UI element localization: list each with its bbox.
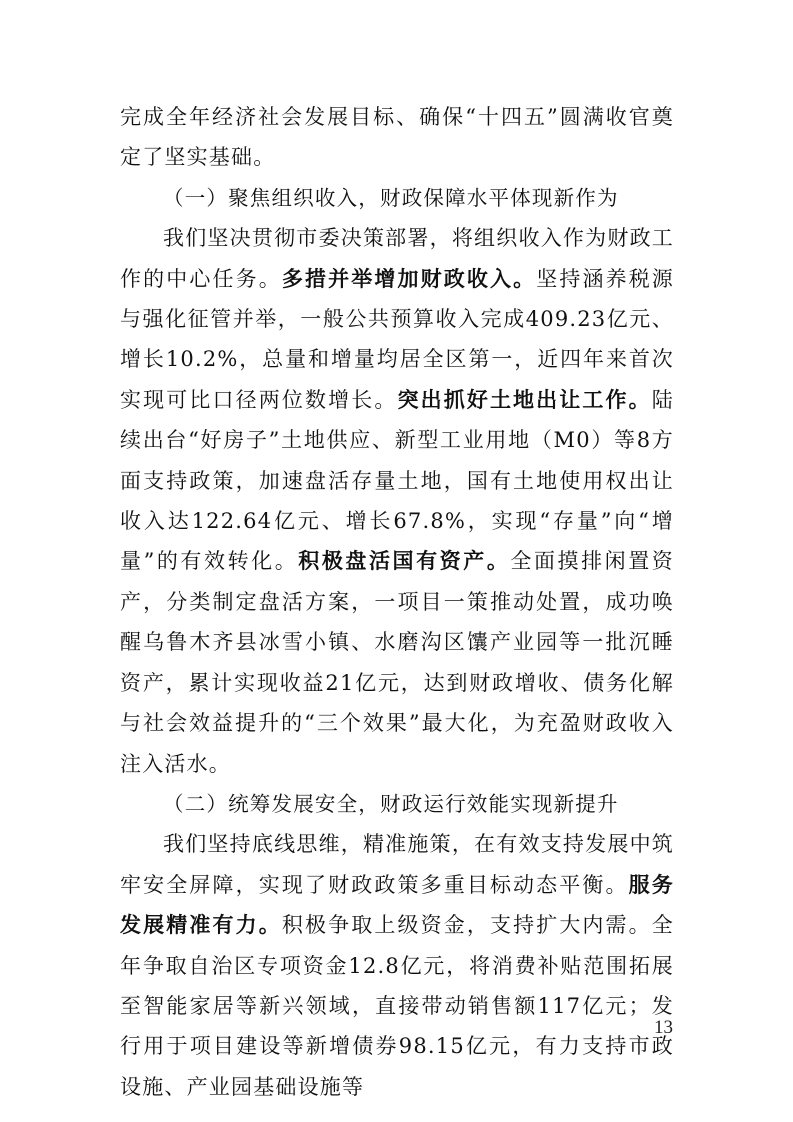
intro-paragraph <box>120 97 674 178</box>
intro-text: 完成全年经济社会发展目标、确保“十四五”圆满收官奠定了坚实基础。 <box>120 105 674 170</box>
section2-paragraph <box>120 824 674 1107</box>
section2-opening: 我们坚持底线思维，精准施策，在有效支持发展中筑牢安全屏障，实现了财政政策多重目标动态平衡。 <box>120 832 674 897</box>
body-text <box>120 97 674 1107</box>
section-heading-2: （二）统筹发展安全，财政运行效能实现新提升 <box>163 791 619 816</box>
section1-text-1: 坚持涵养税源与强化征管并举，一般公共预算收入完成409.23亿元、增长10.2%，总量和增量均居全区第一，近四年来首次实现可比口径两位数增长。 <box>120 266 675 412</box>
section1-opening: 我们坚决贯彻市委决策部署，将组织收入作为财政工作的中心任务。 <box>120 226 674 291</box>
section2-text-1: 积极争取上级资金，支持扩大内需。全年争取自治区专项资金12.8亿元，将消费补贴范围拓展至智能家居等新兴领域，直接带动销售额117亿元；发行用于项目建设等新增债券98.15亿元，有力支持市政设施、产业园基础设施等 <box>120 913 674 1099</box>
section1-text-2: 陆续出台“好房子”土地供应、新型工业用地（M0）等8方面支持政策，加速盘活存量土地，国有土地使用权出让收入达122.64亿元、增长67.8%，实现“存量”向“增量”的有效转化。 <box>120 387 674 574</box>
section1-lead-2: 突出抓好土地出让工作。 <box>397 387 652 412</box>
section1-lead-3: 积极盘活国有资产。 <box>298 549 511 574</box>
section2-lead-1: 服务发展精准有力。 <box>120 872 674 938</box>
section1-paragraph <box>120 218 674 784</box>
section-heading-1: （一）聚焦组织收入，财政保障水平体现新作为 <box>163 185 619 210</box>
section1-text-3: 全面摸排闲置资产，分类制定盘活方案，一项目一策推动处置，成功唤醒乌鲁木齐县冰雪小镇、水磨沟区馕产业园等一批沉睡资产，累计实现收益21亿元，达到财政增收、债务化解与社会效益提升的“三个效果”最大化，为充盈财政收入注入活水。 <box>120 549 674 776</box>
section1-lead-1: 多措并举增加财政收入。 <box>281 266 537 291</box>
page-number: 13 <box>654 1017 673 1038</box>
